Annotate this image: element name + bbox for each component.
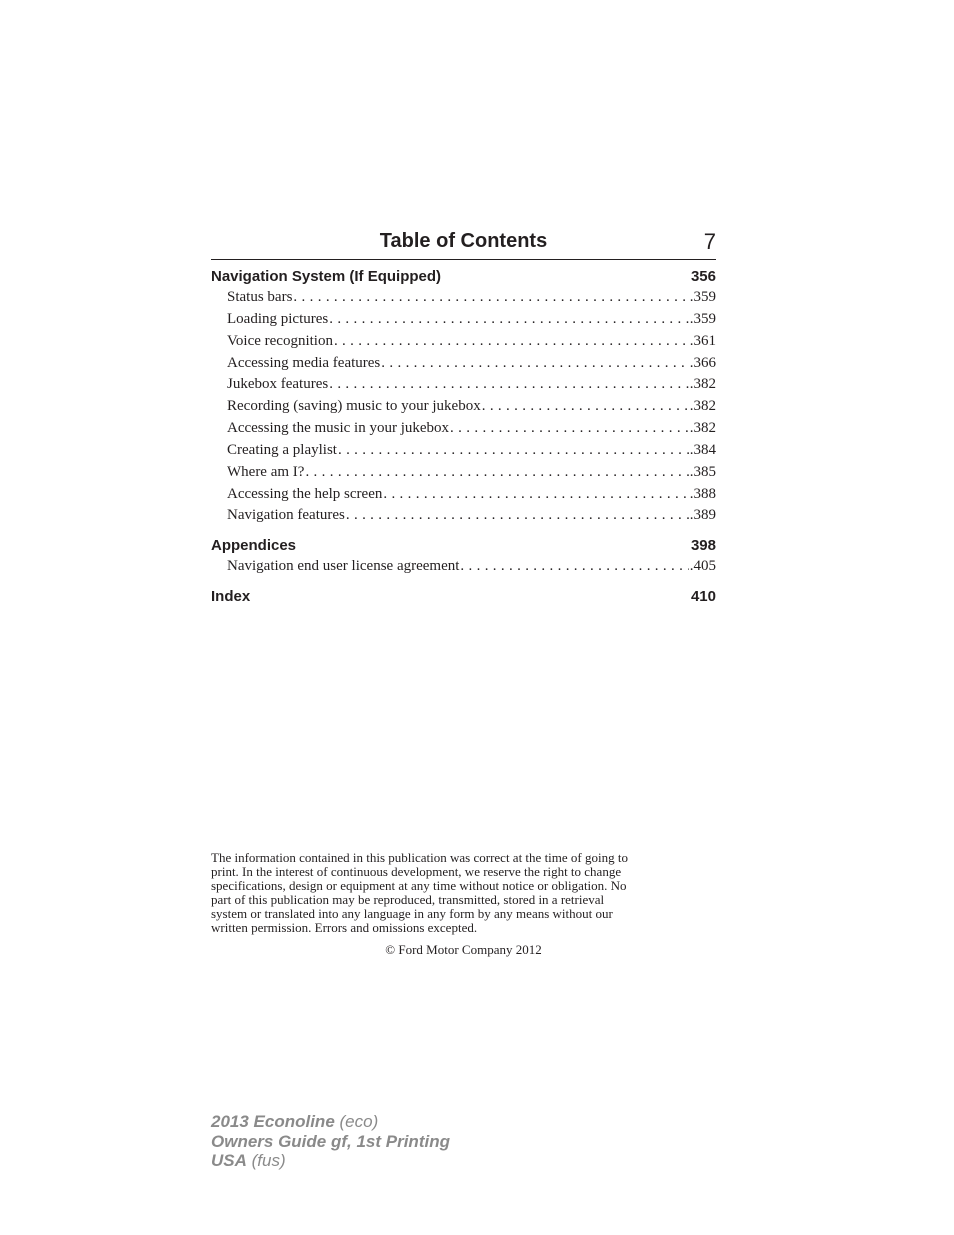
table-of-contents bbox=[211, 266, 716, 607]
toc-entry-label: Voice recognition bbox=[227, 332, 333, 349]
page-header bbox=[211, 228, 716, 260]
document-footer bbox=[211, 1112, 450, 1171]
toc-entry-page: .361 bbox=[689, 332, 716, 349]
dot-leader bbox=[334, 331, 689, 353]
toc-entry-page: .359 bbox=[689, 310, 716, 327]
toc-entry-page: .382 bbox=[689, 398, 716, 415]
dot-leader bbox=[346, 505, 689, 527]
footer-guide-name: Owners Guide gf, 1st Printing bbox=[211, 1131, 450, 1151]
toc-entry-navigation-features[interactable] bbox=[211, 505, 716, 527]
toc-entry-label: Recording (saving) music to your jukebox bbox=[227, 398, 481, 415]
toc-entry-label: Jukebox features bbox=[227, 376, 329, 393]
toc-entry-loading-pictures[interactable] bbox=[211, 309, 716, 331]
dot-leader bbox=[305, 462, 688, 484]
toc-entry-recording-music[interactable] bbox=[211, 396, 716, 418]
toc-entry-page: .382 bbox=[689, 420, 716, 437]
toc-section-appendices[interactable] bbox=[211, 535, 716, 556]
toc-entry-page: .385 bbox=[689, 463, 716, 480]
toc-section-page: 356 bbox=[690, 268, 716, 285]
dot-leader bbox=[460, 556, 688, 578]
toc-entry-jukebox-features[interactable] bbox=[211, 374, 716, 396]
disclaimer-line: The information contained in this publication was correct at the time of going to bbox=[211, 850, 628, 865]
toc-entry-label: Loading pictures bbox=[227, 310, 329, 327]
toc-section-index[interactable] bbox=[211, 586, 716, 607]
disclaimer-text bbox=[211, 851, 716, 935]
toc-entry-page: .389 bbox=[689, 507, 716, 524]
toc-entry-license-agreement[interactable] bbox=[211, 556, 716, 578]
toc-entry-label: Accessing the help screen bbox=[227, 485, 383, 502]
disclaimer-line: system or translated into any language in any form by any means without our bbox=[211, 906, 613, 921]
toc-entry-page: .359 bbox=[689, 289, 716, 305]
toc-section-page: 410 bbox=[690, 588, 716, 606]
page-title: Table of Contents bbox=[379, 230, 548, 252]
toc-section-navigation[interactable] bbox=[211, 266, 716, 287]
toc-entry-label: Where am I? bbox=[227, 463, 305, 480]
footer-model-code: (eco) bbox=[339, 1112, 379, 1131]
footer-market-code: (fus) bbox=[251, 1151, 286, 1170]
toc-entry-label: Creating a playlist bbox=[227, 441, 337, 458]
toc-entry-accessing-music[interactable] bbox=[211, 418, 716, 440]
dot-leader bbox=[293, 287, 688, 309]
page-number: 7 bbox=[703, 229, 716, 254]
toc-entry-label: Accessing the music in your jukebox bbox=[227, 420, 450, 437]
dot-leader bbox=[329, 374, 689, 396]
footer-line-market bbox=[211, 1151, 450, 1171]
toc-entry-page: .384 bbox=[689, 441, 716, 458]
dot-leader bbox=[338, 440, 689, 462]
dot-leader bbox=[329, 309, 689, 331]
disclaimer-line: written permission. Errors and omissions excepted. bbox=[211, 920, 478, 935]
toc-section-title: Navigation System (If Equipped) bbox=[211, 268, 442, 285]
toc-section-title: Index bbox=[211, 588, 251, 606]
footer-line-guide bbox=[211, 1132, 450, 1152]
toc-entry-page: .405 bbox=[689, 558, 716, 575]
dot-leader bbox=[381, 353, 688, 375]
toc-entry-creating-playlist[interactable] bbox=[211, 440, 716, 462]
disclaimer-line: print. In the interest of continuous development, we reserve the right to change bbox=[211, 864, 622, 879]
footer-line-model bbox=[211, 1112, 450, 1132]
toc-entry-label: Navigation features bbox=[227, 507, 345, 524]
copyright-notice: © Ford Motor Company 2012 bbox=[385, 942, 542, 957]
toc-entry-where-am-i[interactable] bbox=[211, 462, 716, 484]
toc-entry-page: .388 bbox=[689, 485, 716, 502]
toc-entry-voice-recognition[interactable] bbox=[211, 331, 716, 353]
dot-leader bbox=[383, 484, 688, 506]
toc-entry-page: .366 bbox=[689, 354, 716, 371]
footer-market-name: USA bbox=[211, 1151, 247, 1170]
toc-entry-accessing-media-features[interactable] bbox=[211, 353, 716, 375]
toc-section-page: 398 bbox=[690, 537, 716, 555]
toc-entry-label: Navigation end user license agreement bbox=[227, 558, 460, 575]
toc-entry-status-bars[interactable] bbox=[211, 287, 716, 309]
toc-entry-label: Accessing media features bbox=[227, 354, 381, 371]
toc-entry-label: Status bars bbox=[227, 289, 293, 305]
dot-leader bbox=[450, 418, 689, 440]
toc-section-title: Appendices bbox=[211, 537, 297, 555]
footer-model-name: 2013 Econoline bbox=[211, 1112, 335, 1131]
dot-leader bbox=[482, 396, 689, 418]
toc-entry-page: .382 bbox=[689, 376, 716, 393]
disclaimer-line: specifications, design or equipment at any time without notice or obligation. No bbox=[211, 878, 627, 893]
disclaimer-line: part of this publication may be reproduced, transmitted, stored in a retrieval bbox=[211, 892, 605, 907]
toc-entry-help-screen[interactable] bbox=[211, 484, 716, 506]
